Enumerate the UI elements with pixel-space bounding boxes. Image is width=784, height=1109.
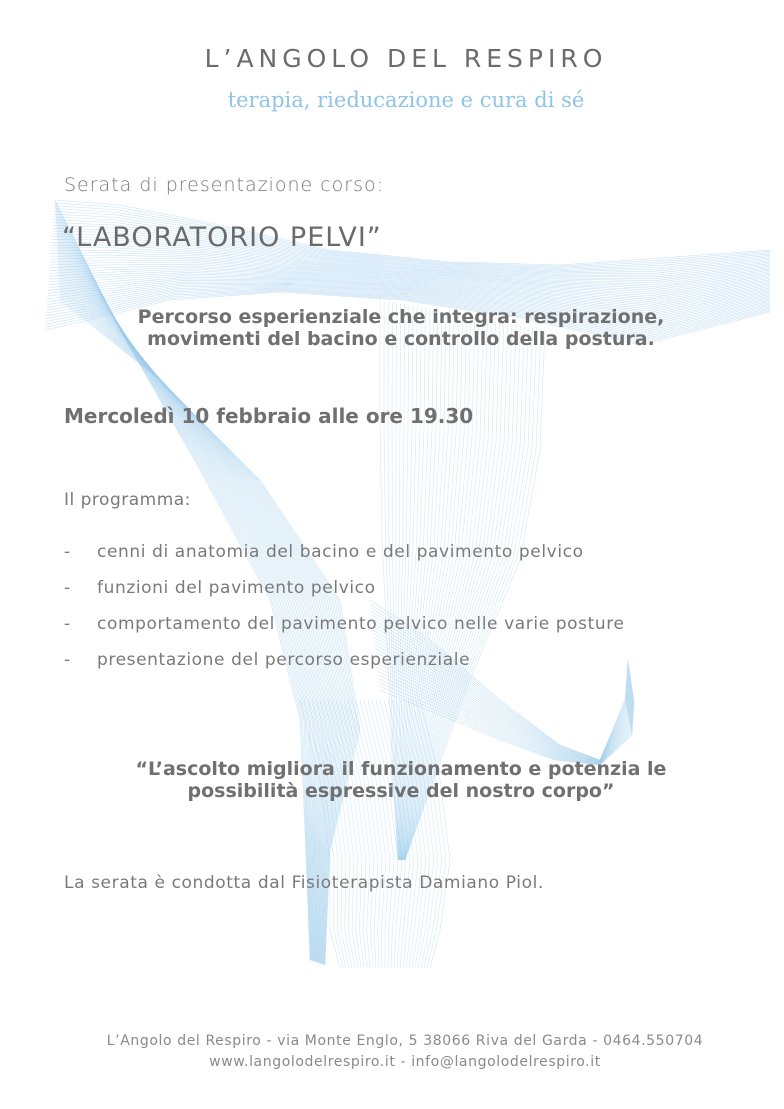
course-description-line: movimenti del bacino e controllo della postura. (147, 328, 655, 350)
event-date: Mercoledì 10 febbraio alle ore 19.30 (64, 404, 474, 428)
program-list (64, 540, 625, 684)
course-description (0, 306, 784, 350)
brand-title: L’ANGOLO DEL RESPIRO (204, 44, 608, 73)
program-heading: Il programma: (64, 490, 191, 510)
list-item-text: cenni di anatomia del bacino e del pavimento pelvico (97, 542, 584, 562)
list-item (64, 540, 625, 576)
list-item (64, 648, 625, 684)
bullet-dash: - (64, 578, 71, 598)
course-title: “LABORATORIO PELVI” (62, 222, 382, 253)
list-item (64, 576, 625, 612)
footer-address: L’Angolo del Respiro - via Monte Englo, 5 38066 Riva del Garda - 0464.550704 (106, 1033, 704, 1049)
course-description-line: Percorso esperienziale che integra: respirazione, (137, 306, 665, 328)
footer-web: www.langolodelrespiro.it - info@langolodelrespiro.it (209, 1054, 601, 1070)
event-intro: Serata di presentazione corso: (64, 174, 385, 196)
list-item-text: comportamento del pavimento pelvico nelle varie posture (97, 614, 625, 634)
bullet-dash: - (64, 614, 71, 634)
conductor-note: La serata è condotta dal Fisioterapista Damiano Piol. (64, 873, 544, 893)
quote-line: possibilità espressive del nostro corpo” (187, 780, 615, 802)
bullet-dash: - (64, 542, 71, 562)
brand-tagline: terapia, rieducazione e cura di sé (227, 88, 585, 112)
list-item-text: funzioni del pavimento pelvico (97, 578, 376, 598)
quote (0, 758, 784, 802)
bullet-dash: - (64, 650, 71, 670)
list-item (64, 612, 625, 648)
quote-line: “L’ascolto migliora il funzionamento e potenzia le (135, 758, 667, 780)
footer-contacts (0, 1031, 784, 1073)
list-item-text: presentazione del percorso esperienziale (97, 650, 471, 670)
